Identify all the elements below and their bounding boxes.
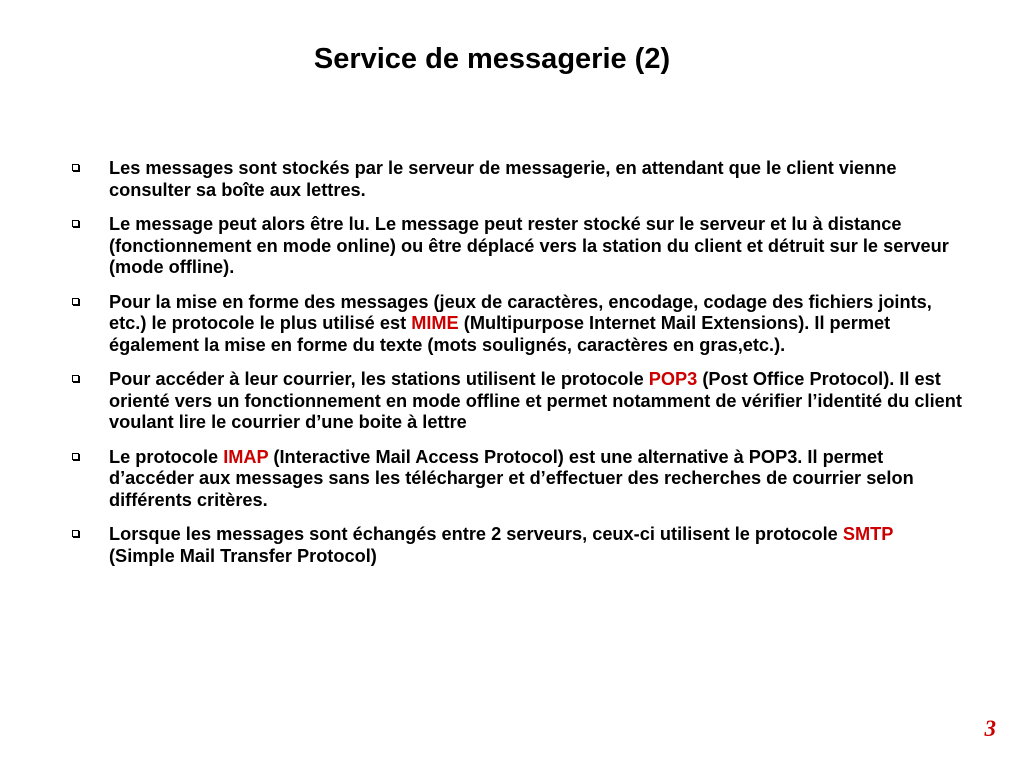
hollow-square-bullet-icon <box>72 375 79 382</box>
bullet-list <box>72 158 962 580</box>
bullet-item <box>72 447 962 512</box>
bullet-text: Lorsque les messages sont échangés entre 2 serveurs, ceux-ci utilisent le protocole SMTP (Simple Mail Transfer Protocol) <box>109 524 894 566</box>
bullet-item <box>72 214 962 279</box>
bullet-text: Le protocole IMAP (Interactive Mail Access Protocol) est une alternative à POP3. Il permet d’accéder aux messages sans les télécharger et d’effectuer des recherches de courrier selon différents critères. <box>109 446 914 510</box>
bullet-item <box>72 158 962 201</box>
bullet-item <box>72 292 962 357</box>
hollow-square-bullet-icon <box>72 164 79 171</box>
bullet-item <box>72 524 962 567</box>
bullet-item <box>72 369 962 434</box>
hollow-square-bullet-icon <box>72 530 79 537</box>
protocol-highlight-pop3: POP3 <box>648 369 698 389</box>
bullet-text: Le message peut alors être lu. Le message peut rester stocké sur le serveur et lu à distance (fonctionnement en mode online) ou être déplacé vers la station du client et détruit sur le serveur (mode offline). <box>109 214 949 277</box>
hollow-square-bullet-icon <box>72 298 79 305</box>
bullet-text: Pour accéder à leur courrier, les stations utilisent le protocole POP3 (Post Office Protocol). Il est orienté vers un fonctionnement en mode offline et permet notamment de vérifier l’identité du client voulant lire le courrier d’une boite à lettre <box>109 369 962 432</box>
protocol-highlight-imap: IMAP <box>223 446 269 467</box>
protocol-highlight-mime: MIME <box>411 313 459 333</box>
page-number: 3 <box>984 716 996 741</box>
hollow-square-bullet-icon <box>72 453 79 460</box>
hollow-square-bullet-icon <box>72 220 79 227</box>
bullet-text: Pour la mise en forme des messages (jeux de caractères, encodage, codage des fichiers joints, etc.) le protocole le plus utilisé est MIME (Multipurpose Internet Mail Extensions). Il permet également la mise en forme du texte (mots soulignés, caractères en gras,etc.). <box>109 291 932 355</box>
slide-title: Service de messagerie (2) <box>313 43 671 75</box>
protocol-highlight-smtp: SMTP <box>842 524 894 544</box>
bullet-text: Les messages sont stockés par le serveur de messagerie, en attendant que le client vienne consulter sa boîte aux lettres. <box>109 158 897 200</box>
